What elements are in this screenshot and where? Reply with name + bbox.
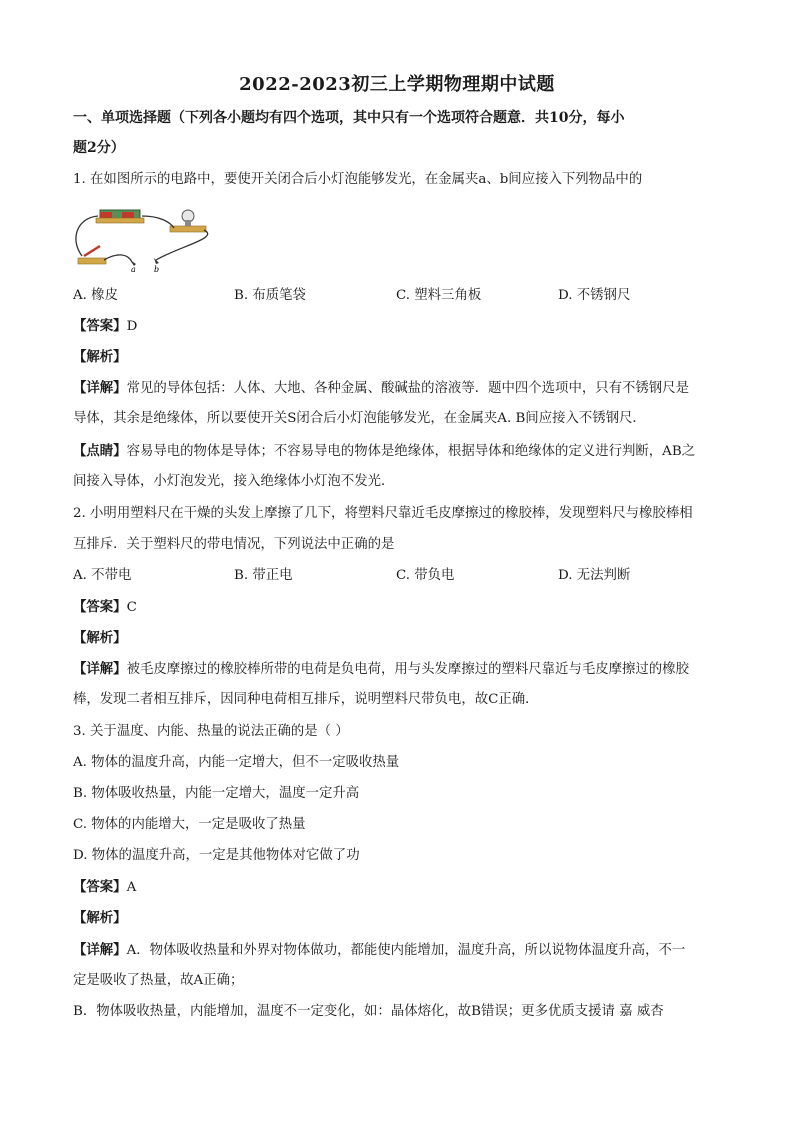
q2-stem-line1: 2. 小明用塑料尺在干燥的头发上摩擦了几下，将塑料尺靠近毛皮摩擦过的橡胶棒，发现塑料尺与橡胶棒相 xyxy=(73,506,693,521)
q1-option-b: B. 布质笔袋 xyxy=(234,288,306,303)
detail-label: 【详解】 xyxy=(73,942,127,958)
q1-option-d: D. 不锈钢尺 xyxy=(558,288,631,303)
section-heading-line2: 题2分） xyxy=(73,140,125,156)
q1-stem: 1. 在如图所示的电路中，要使开关闭合后小灯泡能够发光，在金属夹a、b间应接入下列物品中的 xyxy=(73,172,643,187)
q2-option-c: C. 带负电 xyxy=(396,568,455,583)
q1-note-line2: 间接入导体，小灯泡发光，接入绝缘体小灯泡不发光． xyxy=(73,474,395,489)
q3-detail-line1 xyxy=(73,940,733,961)
detail-text: A．物体吸收热量和外界对物体做功，都能使内能增加，温度升高，所以说物体温度升高，不一 xyxy=(126,943,686,958)
q3-analysis-label: 【解析】 xyxy=(73,910,127,926)
q1-option-c: C. 塑料三角板 xyxy=(396,288,482,303)
q1-note-line1 xyxy=(73,441,733,462)
q3-answer xyxy=(73,877,733,898)
clip-label-a: a xyxy=(131,265,136,274)
circuit-figure xyxy=(70,200,220,275)
q2-stem-line2: 互排斥．关于塑料尺的带电情况，下列说法中正确的是 xyxy=(73,537,395,552)
q3-detail-line2: 定是吸收了热量，故A正确； xyxy=(73,973,244,988)
page-title: 2022-2023初三上学期物理期中试题 xyxy=(239,74,555,95)
q1-option-a: A. 橡皮 xyxy=(73,288,118,303)
q1-detail-line2: 导体，其余是绝缘体，所以要使开关S闭合后小灯泡能够发光，在金属夹A. B间应接入不锈钢尺． xyxy=(73,411,646,426)
answer-label: 【答案】 xyxy=(73,318,127,334)
note-text: 容易导电的物体是导体；不容易导电的物体是绝缘体，根据导体和绝缘体的定义进行判断，AB之 xyxy=(126,444,696,459)
detail-label: 【详解】 xyxy=(73,380,127,396)
clip-label-b: b xyxy=(154,265,160,274)
answer-value: A xyxy=(126,880,137,895)
q1-detail-line1 xyxy=(73,378,733,399)
q3-stem: 3. 关于温度、内能、热量的说法正确的是（ ） xyxy=(73,724,349,739)
detail-text: 常见的导体包括：人体、大地、各种金属、酸碱盐的溶液等．题中四个选项中，只有不锈钢尺是 xyxy=(126,381,689,396)
q2-analysis-label: 【解析】 xyxy=(73,630,127,646)
q3-option-a: A. 物体的温度升高，内能一定增大，但不一定吸收热量 xyxy=(73,755,400,770)
q2-option-b: B. 带正电 xyxy=(234,568,293,583)
q2-detail-line2: 棒，发现二者相互排斥，因同种电荷相互排斥，说明塑料尺带负电，故C正确． xyxy=(73,692,539,707)
q2-detail-line1 xyxy=(73,659,733,680)
answer-label: 【答案】 xyxy=(73,599,127,615)
section-heading-line1: 一、单项选择题（下列各小题均有四个选项，其中只有一个选项符合题意．共10分，每小 xyxy=(73,110,625,126)
q3-option-b: B. 物体吸收热量，内能一定增大，温度一定升高 xyxy=(73,786,360,801)
q1-analysis-label: 【解析】 xyxy=(73,349,127,365)
q2-option-a: A. 不带电 xyxy=(73,568,132,583)
q1-answer xyxy=(73,316,733,337)
q2-option-d: D. 无法判断 xyxy=(558,568,631,583)
q2-answer xyxy=(73,597,733,618)
q3-option-c: C. 物体的内能增大，一定是吸收了热量 xyxy=(73,817,306,832)
q3-option-d: D. 物体的温度升高，一定是其他物体对它做了功 xyxy=(73,848,360,863)
q3-detail-line3: B．物体吸收热量，内能增加，温度不一定变化，如：晶体熔化，故B错误；更多优质支援请 嘉 威杏 xyxy=(73,1004,664,1019)
answer-label: 【答案】 xyxy=(73,879,127,895)
answer-value: C xyxy=(126,600,137,615)
detail-text: 被毛皮摩擦过的橡胶棒所带的电荷是负电荷，用与头发摩擦过的塑料尺靠近与毛皮摩擦过的橡胶 xyxy=(126,662,689,677)
note-label: 【点睛】 xyxy=(73,443,127,459)
answer-value: D xyxy=(126,319,138,334)
detail-label: 【详解】 xyxy=(73,661,127,677)
